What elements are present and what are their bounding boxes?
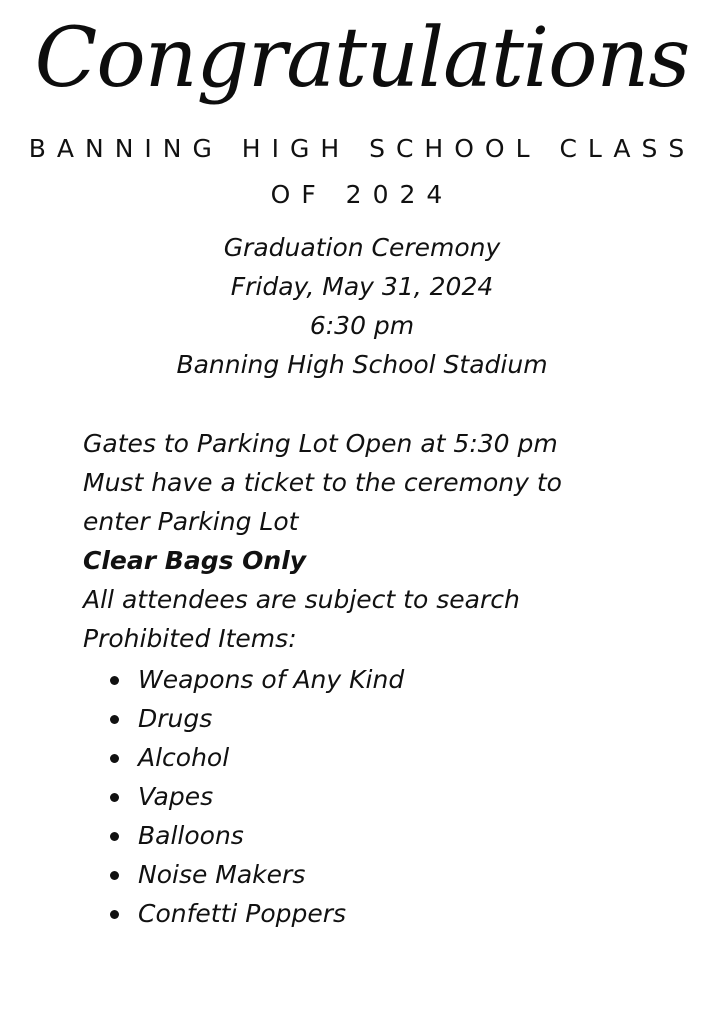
prohibited-heading: Prohibited Items: <box>83 624 297 653</box>
list-item-label: Noise Makers <box>138 860 306 889</box>
attendance-rules <box>83 424 703 658</box>
event-location: Banning High School Stadium <box>176 350 548 379</box>
list-item <box>108 894 404 933</box>
bullet-icon <box>110 910 119 919</box>
event-date: Friday, May 31, 2024 <box>230 272 494 301</box>
bullet-icon <box>110 832 119 841</box>
list-item <box>108 660 404 699</box>
class-title-line-1: BANNING HIGH SCHOOL CLASS <box>28 134 696 163</box>
list-item <box>108 738 404 777</box>
prohibited-items-list <box>108 660 404 933</box>
list-item-label: Alcohol <box>138 743 230 772</box>
bullet-icon <box>110 793 119 802</box>
list-item-label: Weapons of Any Kind <box>138 665 405 694</box>
bullet-icon <box>110 871 119 880</box>
ticket-note-line-1: Must have a ticket to the ceremony to <box>83 468 562 497</box>
event-details <box>0 228 724 384</box>
bullet-icon <box>110 715 119 724</box>
list-item-label: Confetti Poppers <box>138 899 347 928</box>
list-item-label: Vapes <box>138 782 214 811</box>
list-item-label: Balloons <box>138 821 244 850</box>
clear-bags-note: Clear Bags Only <box>83 546 307 575</box>
headline-congratulations: Congratulations <box>34 11 690 106</box>
list-item <box>108 816 404 855</box>
list-item <box>108 699 404 738</box>
event-time: 6:30 pm <box>309 311 415 340</box>
list-item-label: Drugs <box>138 704 213 733</box>
list-item <box>108 777 404 816</box>
event-name: Graduation Ceremony <box>223 233 501 262</box>
gates-note: Gates to Parking Lot Open at 5:30 pm <box>83 429 558 458</box>
bullet-icon <box>110 754 119 763</box>
class-title-line-2: OF 2024 <box>270 180 454 209</box>
list-item <box>108 855 404 894</box>
ticket-note-line-2: enter Parking Lot <box>83 507 299 536</box>
bullet-icon <box>110 676 119 685</box>
search-note: All attendees are subject to search <box>83 585 520 614</box>
